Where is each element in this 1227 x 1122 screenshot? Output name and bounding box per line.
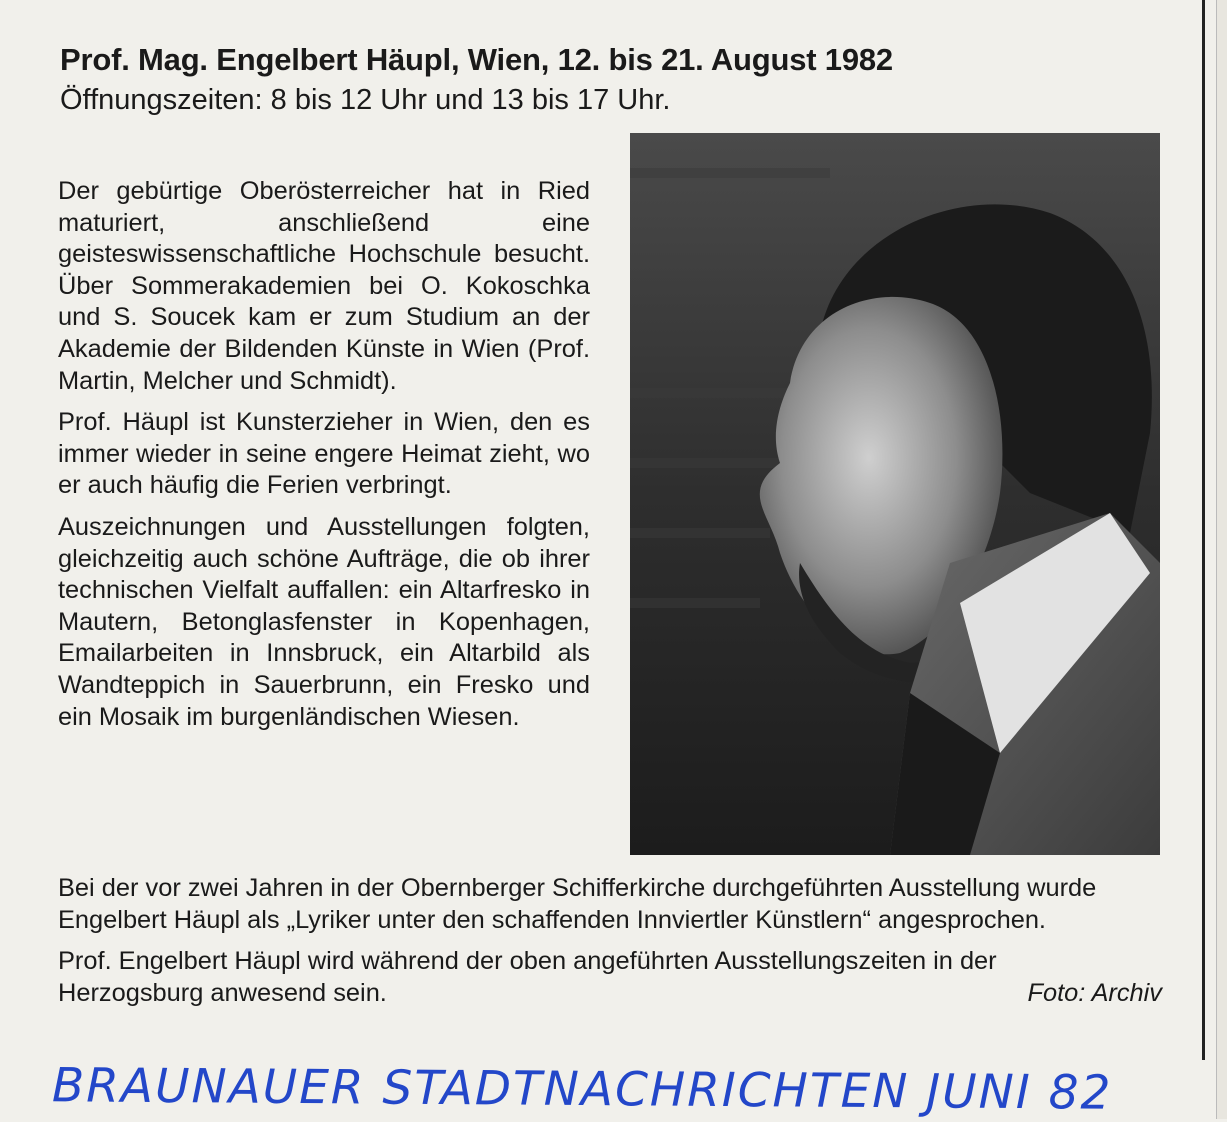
handwritten-note: BRAUNAUER STADTNACHRICHTEN JUNI 82 [51, 1058, 1113, 1121]
paragraph-presence: Prof. Engelbert Häupl wird während der oben angeführten Ausstellungszeiten in der Herzogsburg anwesend sein. [58, 947, 997, 1007]
portrait-image [630, 133, 1160, 855]
photo-credit: Foto: Archiv [1027, 978, 1162, 1007]
page-edge [1216, 0, 1227, 1119]
paragraph-teacher: Prof. Häupl ist Kunsterzieher in Wien, den es immer wieder in seine engere Heimat zieht, wo er auch häufig die Ferien verbringt. [58, 408, 590, 500]
paragraph-education: Der gebürtige Oberösterreicher hat in Ried maturiert, anschließend eine geisteswissenschaftliche Hochschule besucht. Über Sommerakademien bei O. Kokoschka und S. Soucek kam er zum Studium an der Akademie der Bildenden Künste in Wien (Prof. Martin, Melcher und Schmidt). [58, 177, 590, 395]
paragraph-exhibition: Bei der vor zwei Jahren in der Obernberger Schifferkirche durchgeführten Ausstellung wurde Engelbert Häupl als „Lyriker unter den schaffenden Innviertler Künstlern“ angesprochen. [58, 874, 1097, 934]
page-title: Prof. Mag. Engelbert Häupl, Wien, 12. bis 21. August 1982 [60, 42, 893, 77]
portrait-photo [630, 133, 1160, 855]
closing-text [58, 873, 1162, 1009]
closing-line [58, 946, 1162, 1009]
biography-column [58, 176, 590, 743]
column-rule [1202, 0, 1205, 1060]
paragraph-awards: Auszeichnungen und Ausstellungen folgten, gleichzeitig auch schöne Aufträge, die ob ihrer technischen Vielfalt auffallen: ein Altarfresko in Mautern, Betonglasfenster in Kopenhagen, Emailarbeiten in Innsbruck, ein Altarbild als Wandteppich in Sauerbrunn, ein Fresko und ein Mosaik im burgenländischen Wiesen. [58, 512, 590, 731]
opening-hours: Öffnungszeiten: 8 bis 12 Uhr und 13 bis 17 Uhr. [60, 84, 671, 116]
